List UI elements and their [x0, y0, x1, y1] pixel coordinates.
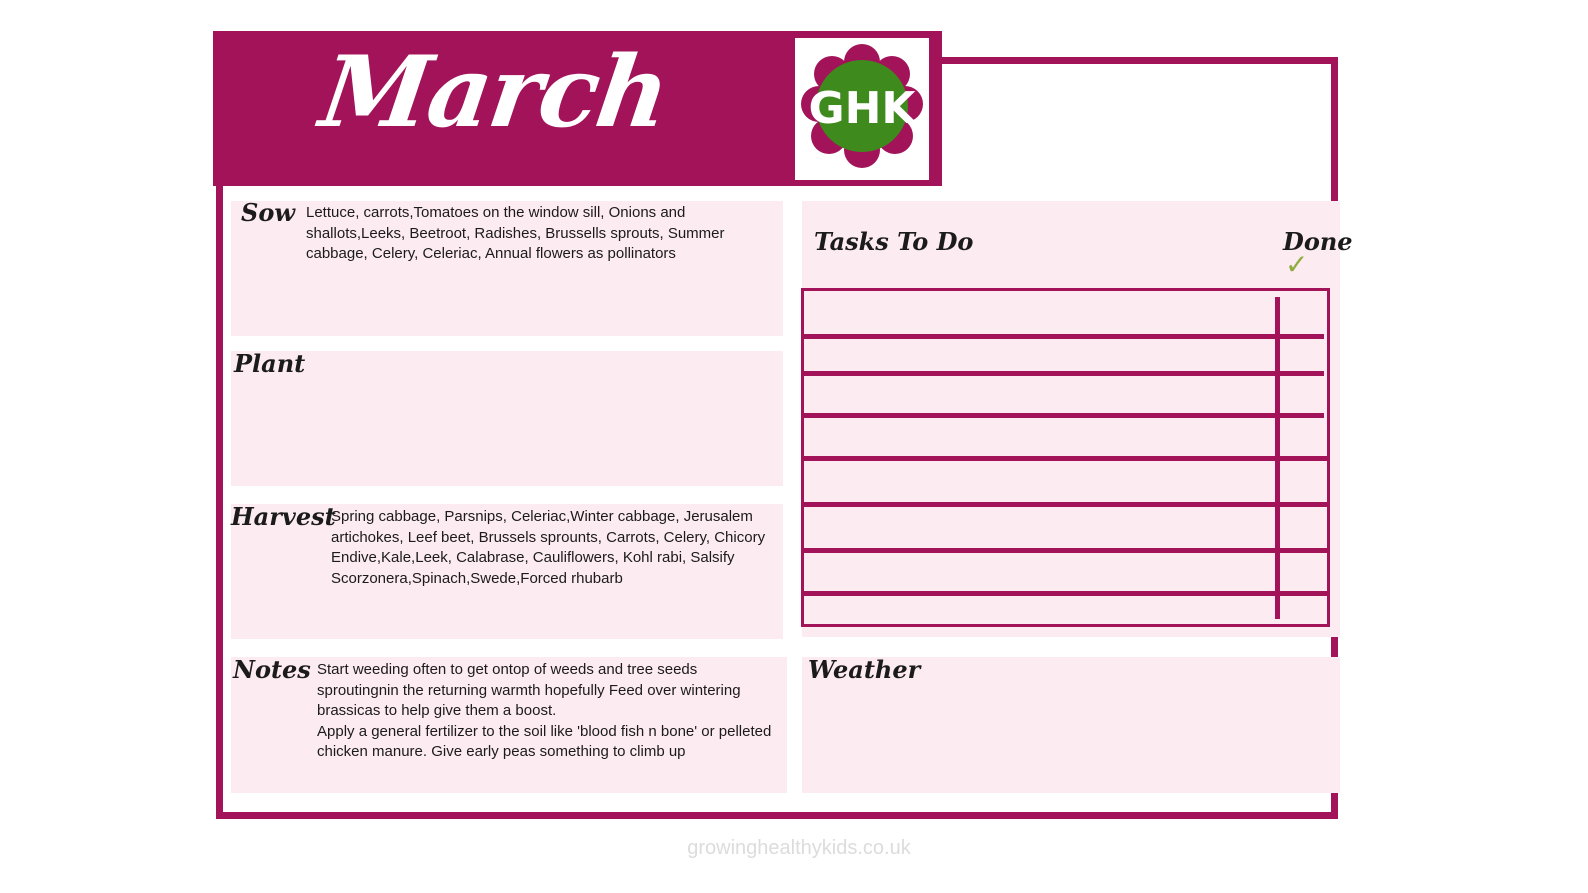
month-title: March	[313, 35, 675, 150]
flower-logo-icon	[795, 38, 929, 180]
weather-label: Weather	[808, 655, 921, 684]
checkmark-icon: ✓	[1285, 248, 1309, 281]
done-label: Done	[1283, 227, 1353, 256]
sow-label: Sow	[241, 198, 295, 227]
notes-label: Notes	[233, 655, 311, 684]
task-row-divider	[804, 548, 1327, 553]
footer-site: growinghealthykids.co.uk	[687, 837, 911, 859]
notes-text	[317, 660, 782, 763]
harvest-text: Spring cabbage, Parsnips, Celeriac,Winter cabbage, Jerusalem artichokes, Leef beet, Brussels sprounts, Carrots, Celery, Chicory Endive,Kale,Leek, Calabrase, Cauliflowers, Kohl rabi, Salsify Scorzonera,Spinach,Swede,Forced rhubarb	[331, 508, 766, 587]
task-row-divider	[804, 456, 1327, 461]
task-row-divider	[804, 591, 1327, 596]
harvest-label: Harvest	[231, 502, 336, 531]
ghk-logo	[795, 38, 929, 180]
notes-line-2: Apply a general fertilizer to the soil like 'blood fish n bone' or pelleted chicken manure. Give early peas something to climb up	[317, 722, 772, 760]
task-row-divider	[804, 502, 1327, 507]
sow-text: Lettuce, carrots,Tomatoes on the window sill, Onions and shallots,Leeks, Beetroot, Radishes, Brussells sprouts, Summer cabbage, Celery, Celeriac, Annual flowers as pollinators	[306, 204, 725, 262]
done-column-divider	[1275, 297, 1280, 619]
logo-text: GHK	[808, 83, 916, 134]
task-row-divider	[804, 334, 1324, 339]
notes-line-1: Start weeding often to get ontop of weeds and tree seeds sproutingnin the returning warmth hopefully Feed over wintering brassicas to help give them a boost.	[317, 661, 741, 719]
plant-panel	[231, 351, 783, 486]
task-row-divider	[804, 413, 1324, 418]
tasks-grid	[801, 288, 1330, 627]
task-row-divider	[804, 371, 1324, 376]
tasks-label: Tasks To Do	[814, 227, 974, 256]
plant-label: Plant	[234, 349, 306, 378]
